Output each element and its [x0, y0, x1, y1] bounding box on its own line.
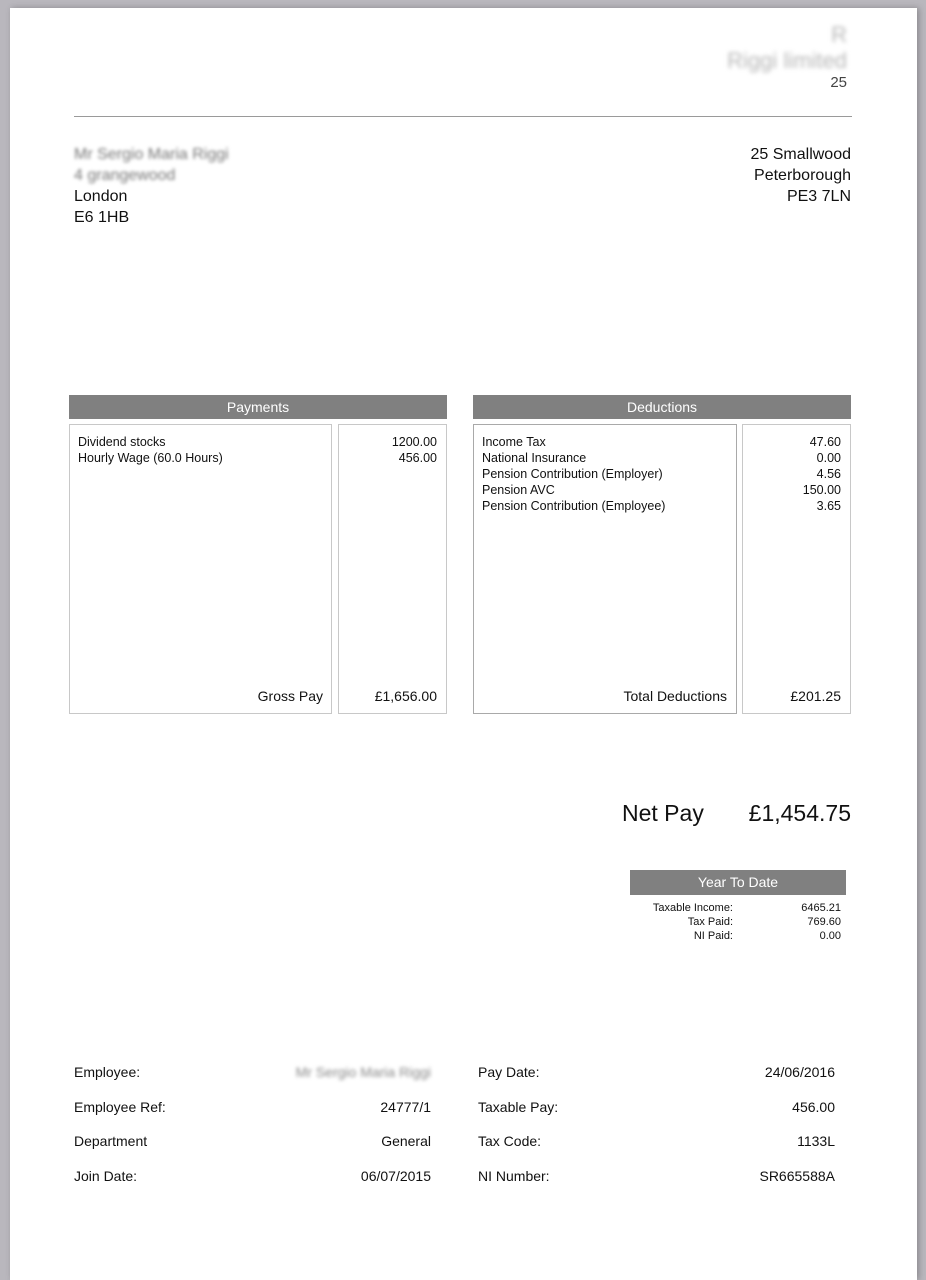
- employee-address-line: London: [74, 188, 128, 205]
- ytd-label: NI Paid:: [693, 930, 733, 942]
- net-pay-value: £1,454.75: [748, 800, 851, 826]
- payment-item-amount: 1200.00: [391, 435, 437, 449]
- deduction-item-label: National Insurance: [482, 451, 587, 465]
- net-pay-label: Net Pay: [622, 800, 704, 826]
- detail-value-join-date: 06/07/2015: [360, 1168, 431, 1184]
- detail-label-employee-ref: Employee Ref:: [74, 1099, 166, 1115]
- deduction-item-amount: 3.65: [816, 499, 841, 513]
- company-name-line1: R: [831, 22, 847, 47]
- ytd-values: [740, 901, 841, 943]
- payment-item-label: Hourly Wage (60.0 Hours): [78, 451, 223, 465]
- deduction-item-label: Pension AVC: [482, 483, 555, 497]
- payments-item-amounts: [340, 434, 437, 466]
- company-heading: [727, 22, 847, 92]
- gross-pay-label: Gross Pay: [257, 688, 323, 704]
- detail-label-tax-code: Tax Code:: [478, 1133, 542, 1149]
- ytd-label: Taxable Income:: [652, 902, 733, 914]
- deductions-header: Deductions: [473, 395, 851, 419]
- payment-item-label: Dividend stocks: [78, 435, 166, 449]
- employee-address-line: Mr Sergio Maria Riggi: [74, 146, 229, 163]
- deduction-item-label: Income Tax: [482, 435, 546, 449]
- detail-label-department: Department: [74, 1133, 148, 1149]
- deduction-item-label: Pension Contribution (Employee): [482, 499, 666, 513]
- ytd-value: 0.00: [819, 930, 841, 942]
- employee-address: [74, 144, 229, 228]
- payments-items-box: [69, 424, 332, 714]
- detail-value-department: General: [381, 1133, 431, 1149]
- company-number-fragment: 25: [830, 74, 847, 91]
- detail-label-pay-date: Pay Date:: [478, 1064, 540, 1080]
- payment-item-amount: 456.00: [398, 451, 437, 465]
- detail-value-tax-code: 1133L: [797, 1133, 835, 1149]
- ytd-value: 6465.21: [801, 902, 841, 914]
- deductions-item-labels: [482, 434, 732, 514]
- detail-value-employee-ref: 24777/1: [380, 1099, 431, 1115]
- ytd-labels: [630, 901, 733, 943]
- deduction-item-amount: 4.56: [816, 467, 841, 481]
- header-divider: [74, 116, 852, 117]
- detail-label-taxable-pay: Taxable Pay:: [478, 1099, 559, 1115]
- payments-amounts-box: [338, 424, 447, 714]
- ytd-header: Year To Date: [630, 870, 846, 895]
- total-deductions-value: £201.25: [790, 688, 841, 704]
- gross-pay-value: £1,656.00: [374, 688, 437, 704]
- ytd-value: 769.60: [807, 916, 841, 928]
- company-address: [751, 144, 852, 207]
- deduction-item-amount: 47.60: [809, 435, 841, 449]
- deduction-item-amount: 0.00: [816, 451, 841, 465]
- employee-address-line: E6 1HB: [74, 209, 130, 226]
- payments-header: Payments: [69, 395, 447, 419]
- detail-label-join-date: Join Date:: [74, 1168, 138, 1184]
- company-address-line: Peterborough: [754, 167, 851, 184]
- company-address-line: PE3 7LN: [786, 188, 851, 205]
- detail-label-ni-number: NI Number:: [478, 1168, 550, 1184]
- deduction-item-label: Pension Contribution (Employer): [482, 467, 663, 481]
- detail-value-pay-date: 24/06/2016: [764, 1064, 835, 1080]
- company-address-line: 25 Smallwood: [750, 146, 851, 163]
- detail-value-taxable-pay: 456.00: [792, 1099, 835, 1115]
- payslip-page: [10, 8, 917, 1280]
- total-deductions-label: Total Deductions: [623, 688, 727, 704]
- detail-value-employee: Mr Sergio Maria Riggi: [295, 1064, 431, 1080]
- employee-address-line: 4 grangewood: [74, 167, 176, 184]
- company-name-line2: Riggi limited: [727, 48, 847, 73]
- payments-item-labels: [78, 434, 328, 466]
- detail-value-ni-number: SR665588A: [759, 1168, 835, 1184]
- deductions-item-amounts: [744, 434, 841, 514]
- ytd-label: Tax Paid:: [687, 916, 733, 928]
- detail-label-employee: Employee:: [74, 1064, 141, 1080]
- deduction-item-amount: 150.00: [802, 483, 841, 497]
